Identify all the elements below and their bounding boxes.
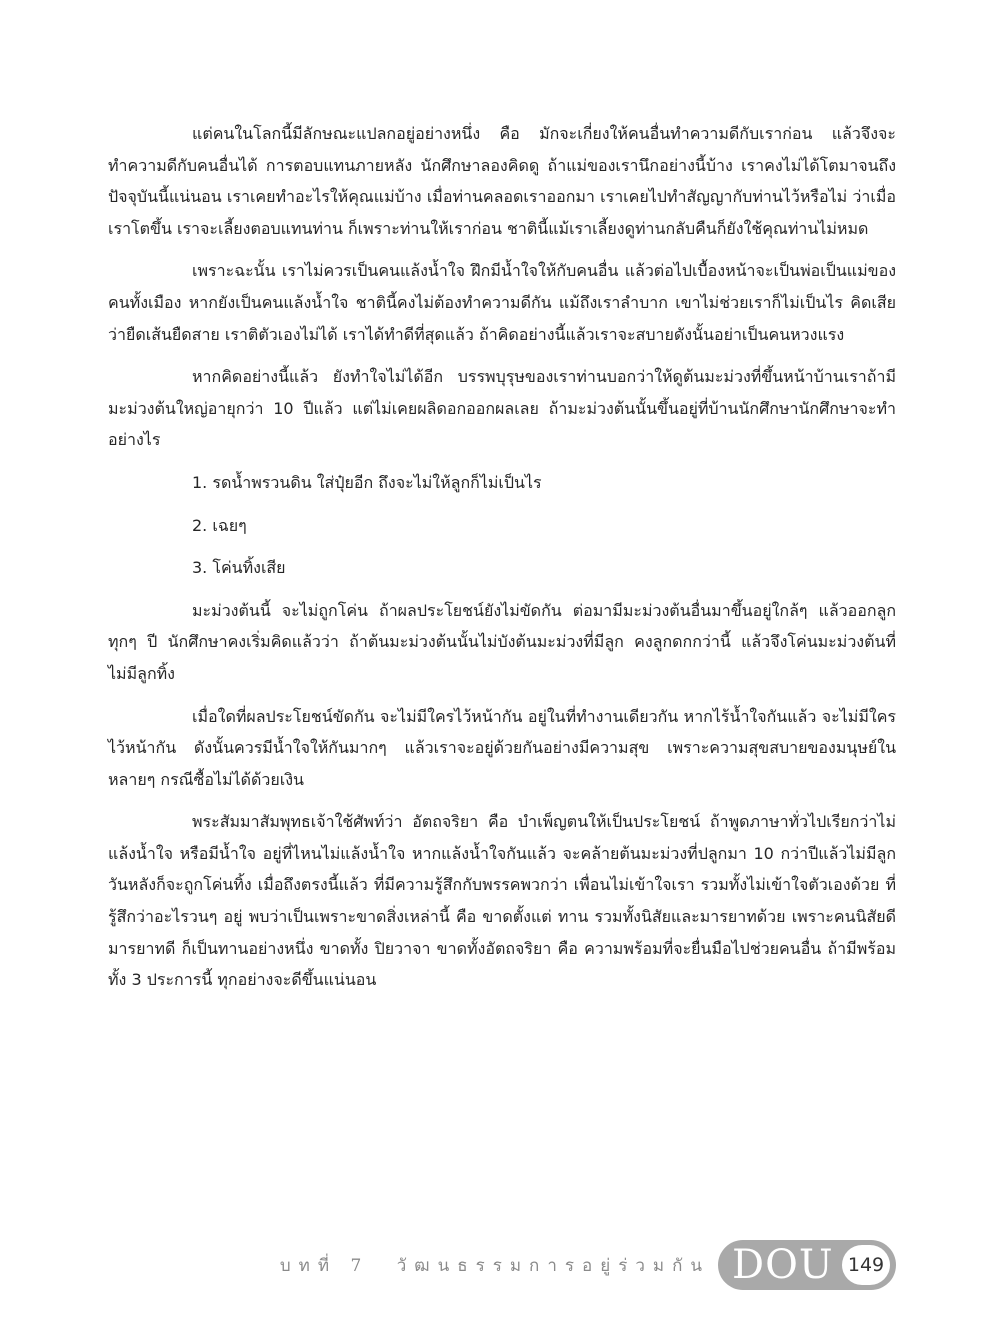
paragraph: พระสัมมาสัมพุทธเจ้าใช้ศัพท์ว่า อัตถจริยา คือ บำเพ็ญตนให้เป็นประโยชน์ ถ้าพูดภาษาทั่วไปเรียกว่าไม่แล้งน้ำใจ หรือมีน้ำใจ อยู่ที่ไหนไม่แล้งน้ำใจ หากแล้งน้ำใจกันแล้ว จะคล้ายต้นมะม่วงที่ปลูกมา 10 กว่าปีแล้วไม่มีลูก วันหลังก็จะถูกโค่นทิ้ง เมื่อถึงตรงนี้แล้ว ที่มีความรู้สึกกับพรรคพวกว่า เพื่อนไม่เข้าใจเรา รวมทั้งไม่เข้าใจตัวเองด้วย ที่รู้สึกว่าอะไรวนๆ อยู่ พบว่าเป็นเพราะขาดสิ่งเหล่านี้ คือ ขาดตั้งแต่ ทาน รวมทั้งนิสัยและมารยาทด้วย เพราะคนนิสัยดี มารยาทดี ก็เป็นทานอย่างหนึ่ง ขาดทั้ง ปิยวาจา ขาดทั้งอัตถจริยา คือ ความพร้อมที่จะยื่นมือไปช่วยคนอื่น ถ้ามีพร้อมทั้ง 3 ประการนี้ ทุกอย่างจะดีขึ้นแน่นอน [108,812,896,990]
paragraph: เมื่อใดที่ผลประโยชน์ขัดกัน จะไม่มีใครไว้หน้ากัน อยู่ในที่ทำงานเดียวกัน หากไร้น้ำใจกันแล้ว จะไม่มีใครไว้หน้ากัน ดังนั้นควรมีน้ำใจให้กันมากๆ แล้วเราจะอยู่ด้วยกันอย่างมีความสุข เพราะความสุขสบายของมนุษย์ในหลายๆ กรณีซื้อไม่ได้ด้วยเงิน [108,706,896,789]
page-badge [718,1240,896,1290]
list-item: 1. รดน้ำพรวนดิน ใส่ปุ๋ยอีก ถึงจะไม่ให้ลูกก็ไม่เป็นไร [192,472,542,492]
page-footer [0,1240,1000,1296]
dou-logo: DOU [732,1242,834,1288]
page-body [108,118,896,1007]
list-item: 2. เฉยๆ [192,515,247,535]
paragraph: แต่คนในโลกนี้มีลักษณะแปลกอยู่อย่างหนึ่ง คือ มักจะเกี่ยงให้คนอื่นทำความดีกับเราก่อน แล้วจึงจะทำความดีกับคนอื่นได้ การตอบแทนภายหลัง นักศึกษาลองคิดดู ถ้าแม่ของเรานึกอย่างนี้บ้าง เราคงไม่ได้โตมาจนถึงปัจจุบันนี้แน่นอน เราเคยทำอะไรให้คุณแม่บ้าง เมื่อท่านคลอดเราออกมา เราเคยไปทำสัญญากับท่านไว้หรือไม่ ว่าเมื่อเราโตขึ้น เราจะเลี้ยงตอบแทนท่าน ก็เพราะท่านให้เราก่อน ชาตินี้แม้เราเลี้ยงดูท่านกลับคืนก็ยังใช้คุณท่านไม่หมด [108,124,896,238]
paragraph: เพราะฉะนั้น เราไม่ควรเป็นคนแล้งน้ำใจ ฝึกมีน้ำใจให้กับคนอื่น แล้วต่อไปเบื้องหน้าจะเป็นพ่อเป็นแม่ของคนทั้งเมือง หากยังเป็นคนแล้งน้ำใจ ชาตินี้คงไม่ต้องทำความดีกัน แม้ถึงเราลำบาก เขาไม่ช่วยเราก็ไม่เป็นไร คิดเสียว่ายืดเส้นยืดสาย เราติตัวเองไม่ได้ เราได้ทำดีที่สุดแล้ว ถ้าคิดอย่างนี้แล้วเราจะสบายดังนั้นอย่าเป็นคนหวงแรง [108,261,896,344]
paragraph: มะม่วงต้นนี้ จะไม่ถูกโค่น ถ้าผลประโยชน์ยังไม่ขัดกัน ต่อมามีมะม่วงต้นอื่นมาขึ้นอยู่ใกล้ๆ แล้วออกลูกทุกๆ ปี นักศึกษาคงเริ่มคิดแล้วว่า ถ้าต้นมะม่วงต้นนั้นไม่บังต้นมะม่วงที่มีลูก คงลูกดกกว่านี้ แล้วจึงโค่นมะม่วงต้นที่ไม่มีลูกทิ้ง [108,600,896,683]
paragraph: หากคิดอย่างนี้แล้ว ยังทำใจไม่ได้อีก บรรพบุรุษของเราท่านบอกว่าให้ดูต้นมะม่วงที่ขึ้นหน้าบ้านเราถ้ามีมะม่วงต้นใหญ่อายุกว่า 10 ปีแล้ว แต่ไม่เคยผลิดอกออกผลเลย ถ้ามะม่วงต้นนั้นขึ้นอยู่ที่บ้านนักศึกษานักศึกษาจะทำอย่างไร [108,367,896,450]
list-item: 3. โค่นทิ้งเสีย [192,558,286,578]
chapter-title: วัฒนธรรมการอยู่ร่วมกัน [396,1256,710,1276]
chapter-label: บทที่ 7 [279,1256,370,1276]
page-number: 149 [842,1245,890,1285]
chapter-heading [280,1252,710,1279]
